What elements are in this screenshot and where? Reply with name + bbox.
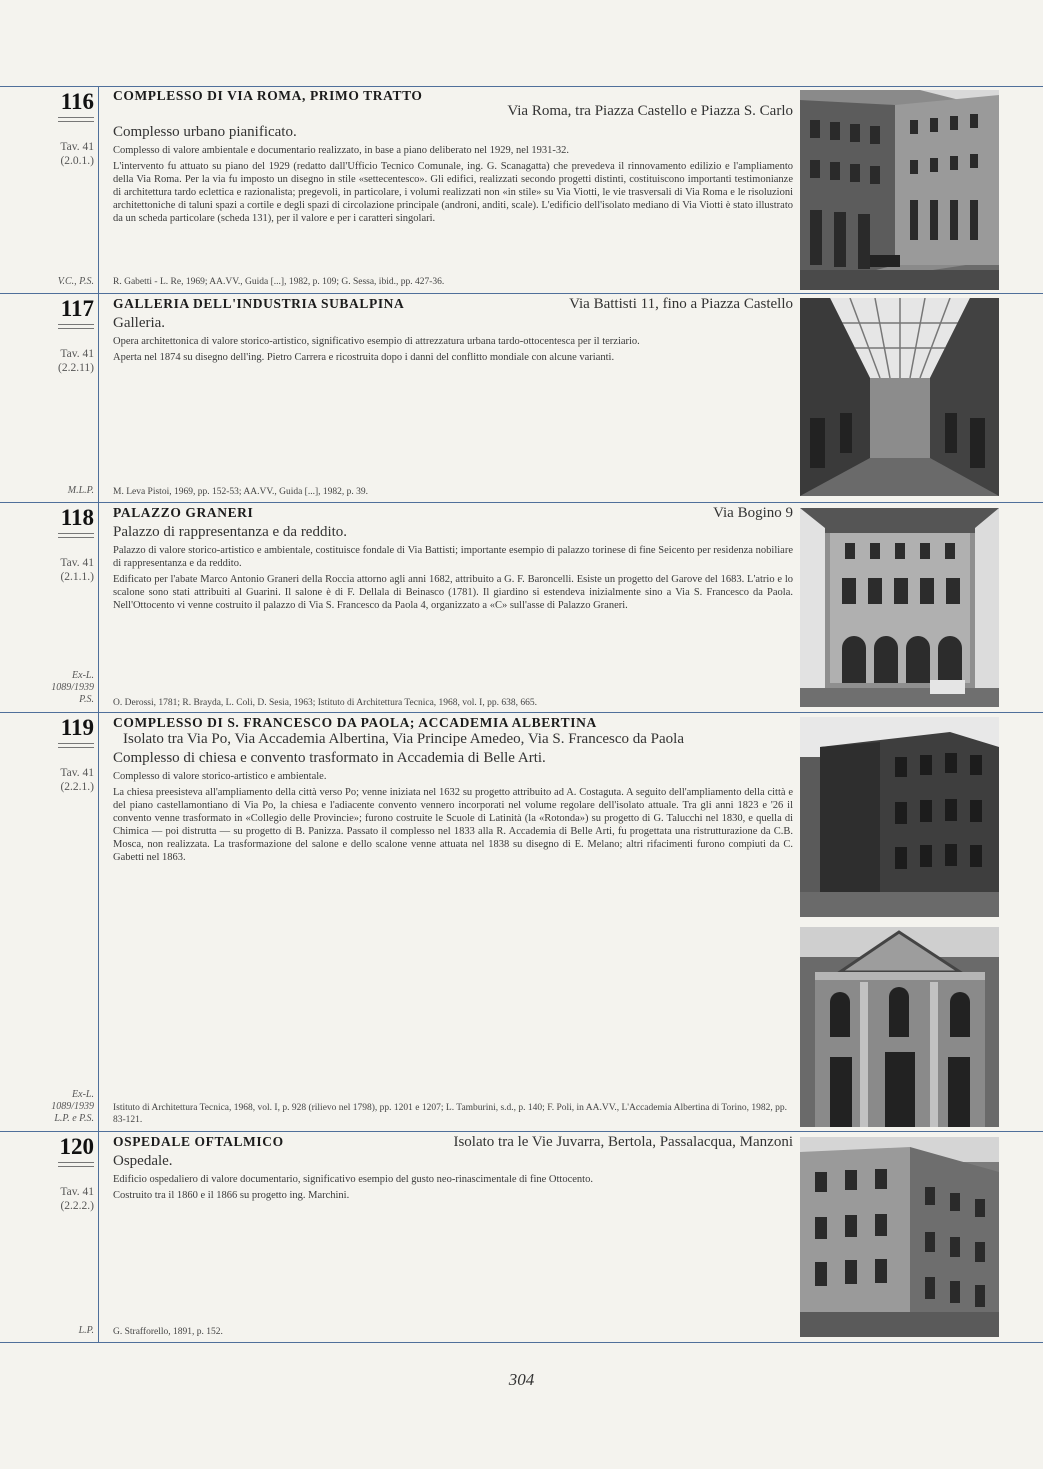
entry-law-ref: 1089/1939	[51, 682, 94, 693]
tav-label: Tav. 41	[60, 557, 94, 569]
entry-bibliography: G. Strafforello, 1891, p. 152.	[113, 1327, 223, 1337]
entry-authors: Ex-L.	[72, 670, 94, 681]
entry-description: La chiesa preesisteva all'ampliamento della città verso Po; venne iniziata nel 1632 su progetto attribuito ad A. Costaguta. A seguito dell'ampliamento della città e del piano castellamontiano di Via Po, la chiesa e l'adiacente convento vennero incorporati nel volume regolare dell'isolato attuale. Tra gli anni 1823 e '26 il convento venne trasformato in «Collegio delle Provincie»; furono costruite le Scuole di Latinità (la «Rotonda») su progetto di G. Talucchi nel 1830, e quella di Chimica — poi distrutta — su progetto di B. Panizza. Passato il complesso nel 1833 alla R. Accademia di Belle Arti, fu progettata una ristrutturazione da C.B. Mosca, non realizzata. La trasformazione del salone e dello scalone venne attuata nel 1838 su disegno di E. Melano; altri rifacimenti furono compiuti da C. Gabetti nel 1863.	[113, 787, 793, 863]
tav-label: Tav. 41	[60, 767, 94, 779]
entry-116	[0, 86, 1043, 293]
double-rule	[58, 533, 94, 538]
photo-san-francesco-da-paola	[800, 927, 999, 1127]
entry-address: Isolato tra Via Po, Via Accademia Albertina, Via Principe Amedeo, Via S. Francesco da Paola	[123, 731, 684, 747]
tav-code: (2.2.2.)	[60, 1200, 94, 1212]
entry-type: Complesso urbano pianificato.	[113, 124, 297, 140]
entry-118	[0, 502, 1043, 712]
entry-content	[113, 296, 793, 364]
entry-title: PALAZZO GRANERI	[113, 505, 254, 520]
rule-bottom	[0, 1342, 1043, 1343]
page-number: 304	[508, 1370, 535, 1389]
entry-address: Isolato tra le Vie Juvarra, Bertola, Passalacqua, Manzoni	[453, 1134, 793, 1150]
entry-address: Via Roma, tra Piazza Castello e Piazza S. Carlo	[507, 103, 793, 119]
entry-117	[0, 293, 1043, 502]
entry-number: 120	[59, 1134, 94, 1159]
tav-code: (2.1.1.)	[60, 571, 94, 583]
entry-authors: Ex-L.	[72, 1089, 94, 1100]
entry-description: Edificato per l'abate Marco Antonio Graneri della Roccia attorno agli anni 1682, attribuito a G. F. Baroncelli. Esiste un progetto del Garove del 1683. L'atrio e lo scalone sono stati attribuiti al Guarini. Il salone è di F. Dellala di Beinasco (1781). Il giardino si estendeva inizialmente sino a Via S. Francesco da Paola. Nell'Ottocento vi venne costruito il palazzo di Via S. Francesco da Paola 4, organizzato a «C» sull'asse di Palazzo Graneri.	[113, 574, 793, 611]
entry-authors: L.P.	[78, 1325, 94, 1336]
entry-title: OSPEDALE OFTALMICO	[113, 1134, 284, 1149]
entry-content	[113, 505, 793, 612]
entry-title: GALLERIA DELL'INDUSTRIA SUBALPINA	[113, 296, 405, 311]
entry-summary: Edificio ospedaliero di valore documentario, significativo esempio del gusto neo-rinascimentale di fine Ottocento.	[113, 1174, 593, 1185]
entry-sidebar	[0, 506, 94, 584]
entry-bibliography: O. Derossi, 1781; R. Brayda, L. Coli, D. Sesia, 1963; Istituto di Architettura Tecnica, 1968, vol. I, pp. 638, 665.	[113, 698, 537, 708]
tav-code: (2.2.11)	[58, 362, 94, 374]
entry-bibliography: Istituto di Architettura Tecnica, 1968, vol. I, p. 928 (rilievo nel 1798), pp. 1201 e 1207; L. Tamburini, s.d., p. 140; F. Poli, in AA.VV., L'Accademia Albertina di Torino, 1982, pp. 83-121.	[113, 1103, 787, 1125]
entry-authors: L.P. e P.S.	[54, 1113, 94, 1124]
entry-summary: Complesso di valore storico-artistico e ambientale.	[113, 771, 327, 782]
entry-address: Via Bogino 9	[713, 505, 793, 521]
entry-bibliography: R. Gabetti - L. Re, 1969; AA.VV., Guida [...], 1982, p. 109; G. Sessa, ibid., pp. 427-36.	[113, 277, 445, 287]
entry-number: 118	[60, 505, 94, 530]
entry-sidebar	[0, 716, 94, 794]
tav-code: (2.2.1.)	[60, 781, 94, 793]
photo-palazzo-graneri	[800, 508, 999, 707]
entry-title: COMPLESSO DI S. FRANCESCO DA PAOLA; ACCADEMIA ALBERTINA	[113, 715, 597, 730]
entry-119	[0, 712, 1043, 1131]
photo-via-roma	[800, 90, 999, 290]
photo-ospedale-oftalmico	[800, 1137, 999, 1337]
entry-address: Via Battisti 11, fino a Piazza Castello	[569, 296, 793, 312]
entry-content	[113, 715, 793, 864]
entry-type: Ospedale.	[113, 1153, 173, 1169]
double-rule	[58, 743, 94, 748]
tav-label: Tav. 41	[60, 141, 94, 153]
entry-content	[113, 88, 793, 225]
entry-type: Galleria.	[113, 315, 166, 331]
entry-bibliography: M. Leva Pistoi, 1969, pp. 152-53; AA.VV., Guida [...], 1982, p. 39.	[113, 487, 368, 497]
entry-content	[113, 1134, 793, 1202]
entry-number: 116	[60, 89, 94, 114]
tav-label: Tav. 41	[60, 348, 94, 360]
entry-number: 119	[60, 715, 94, 740]
entry-description: L'intervento fu attuato su piano del 1929 (redatto dall'Ufficio Tecnico Comunale, ing. G. Scanagatta) che prevedeva il rinnovamento edilizio e l'ampliamento della Via Roma. Per la via fu imposto un disegno in stile «settecentesco». Gli edifici, realizzati secondo progetti distinti, costituiscono importanti testimonianze di architettura tardo eclettica e razionalista; pregevoli, in particolare, i volumi realizzati non «in stile» su Via Viotti, le vie trasversali di Via Roma e le risoluzioni architettoniche di taluni spazi a cortile e degli spazi di circolazione principale (androni, anditi, scale). L'edificio dell'isolato mediano di Via Viotti è stato illustrato da un scheda particolare (scheda 131), per il valore e per i caratteri singolari.	[113, 161, 793, 224]
entry-description: Costruito tra il 1860 e il 1866 su progetto ing. Marchini.	[113, 1190, 350, 1201]
tav-code: (2.0.1.)	[60, 155, 94, 167]
entry-authors: P.S.	[79, 694, 94, 705]
tav-label: Tav. 41	[60, 1186, 94, 1198]
entry-120	[0, 1131, 1043, 1342]
entry-law-ref: 1089/1939	[51, 1101, 94, 1112]
entry-summary: Complesso di valore ambientale e documentario realizzato, in base a piano deliberato nel 1929, nel 1931-32.	[113, 145, 570, 156]
entry-summary: Opera architettonica di valore storico-artistico, significativo esempio di attrezzatura urbana tardo-ottocentesca per il terziario.	[113, 336, 640, 347]
entry-summary: Palazzo di valore storico-artistico e ambientale, costituisce fondale di Via Battisti; importante esempio di palazzo torinese di fine Seicento per residenza nobiliare di rappresentanza e da reddito.	[113, 545, 793, 569]
entry-authors: V.C., P.S.	[57, 276, 94, 287]
entry-type: Palazzo di rappresentanza e da reddito.	[113, 524, 348, 540]
entry-title: COMPLESSO DI VIA ROMA, PRIMO TRATTO	[113, 88, 423, 103]
photo-galleria	[800, 298, 999, 496]
entry-authors: M.L.P.	[67, 485, 94, 496]
entry-description: Aperta nel 1874 su disegno dell'ing. Pietro Carrera e ricostruita dopo i danni del conflitto mondiale con alcune varianti.	[113, 352, 615, 363]
entry-type: Complesso di chiesa e convento trasformato in Accademia di Belle Arti.	[113, 750, 546, 766]
entry-number: 117	[60, 296, 94, 321]
photo-accademia-albertina	[800, 717, 999, 917]
